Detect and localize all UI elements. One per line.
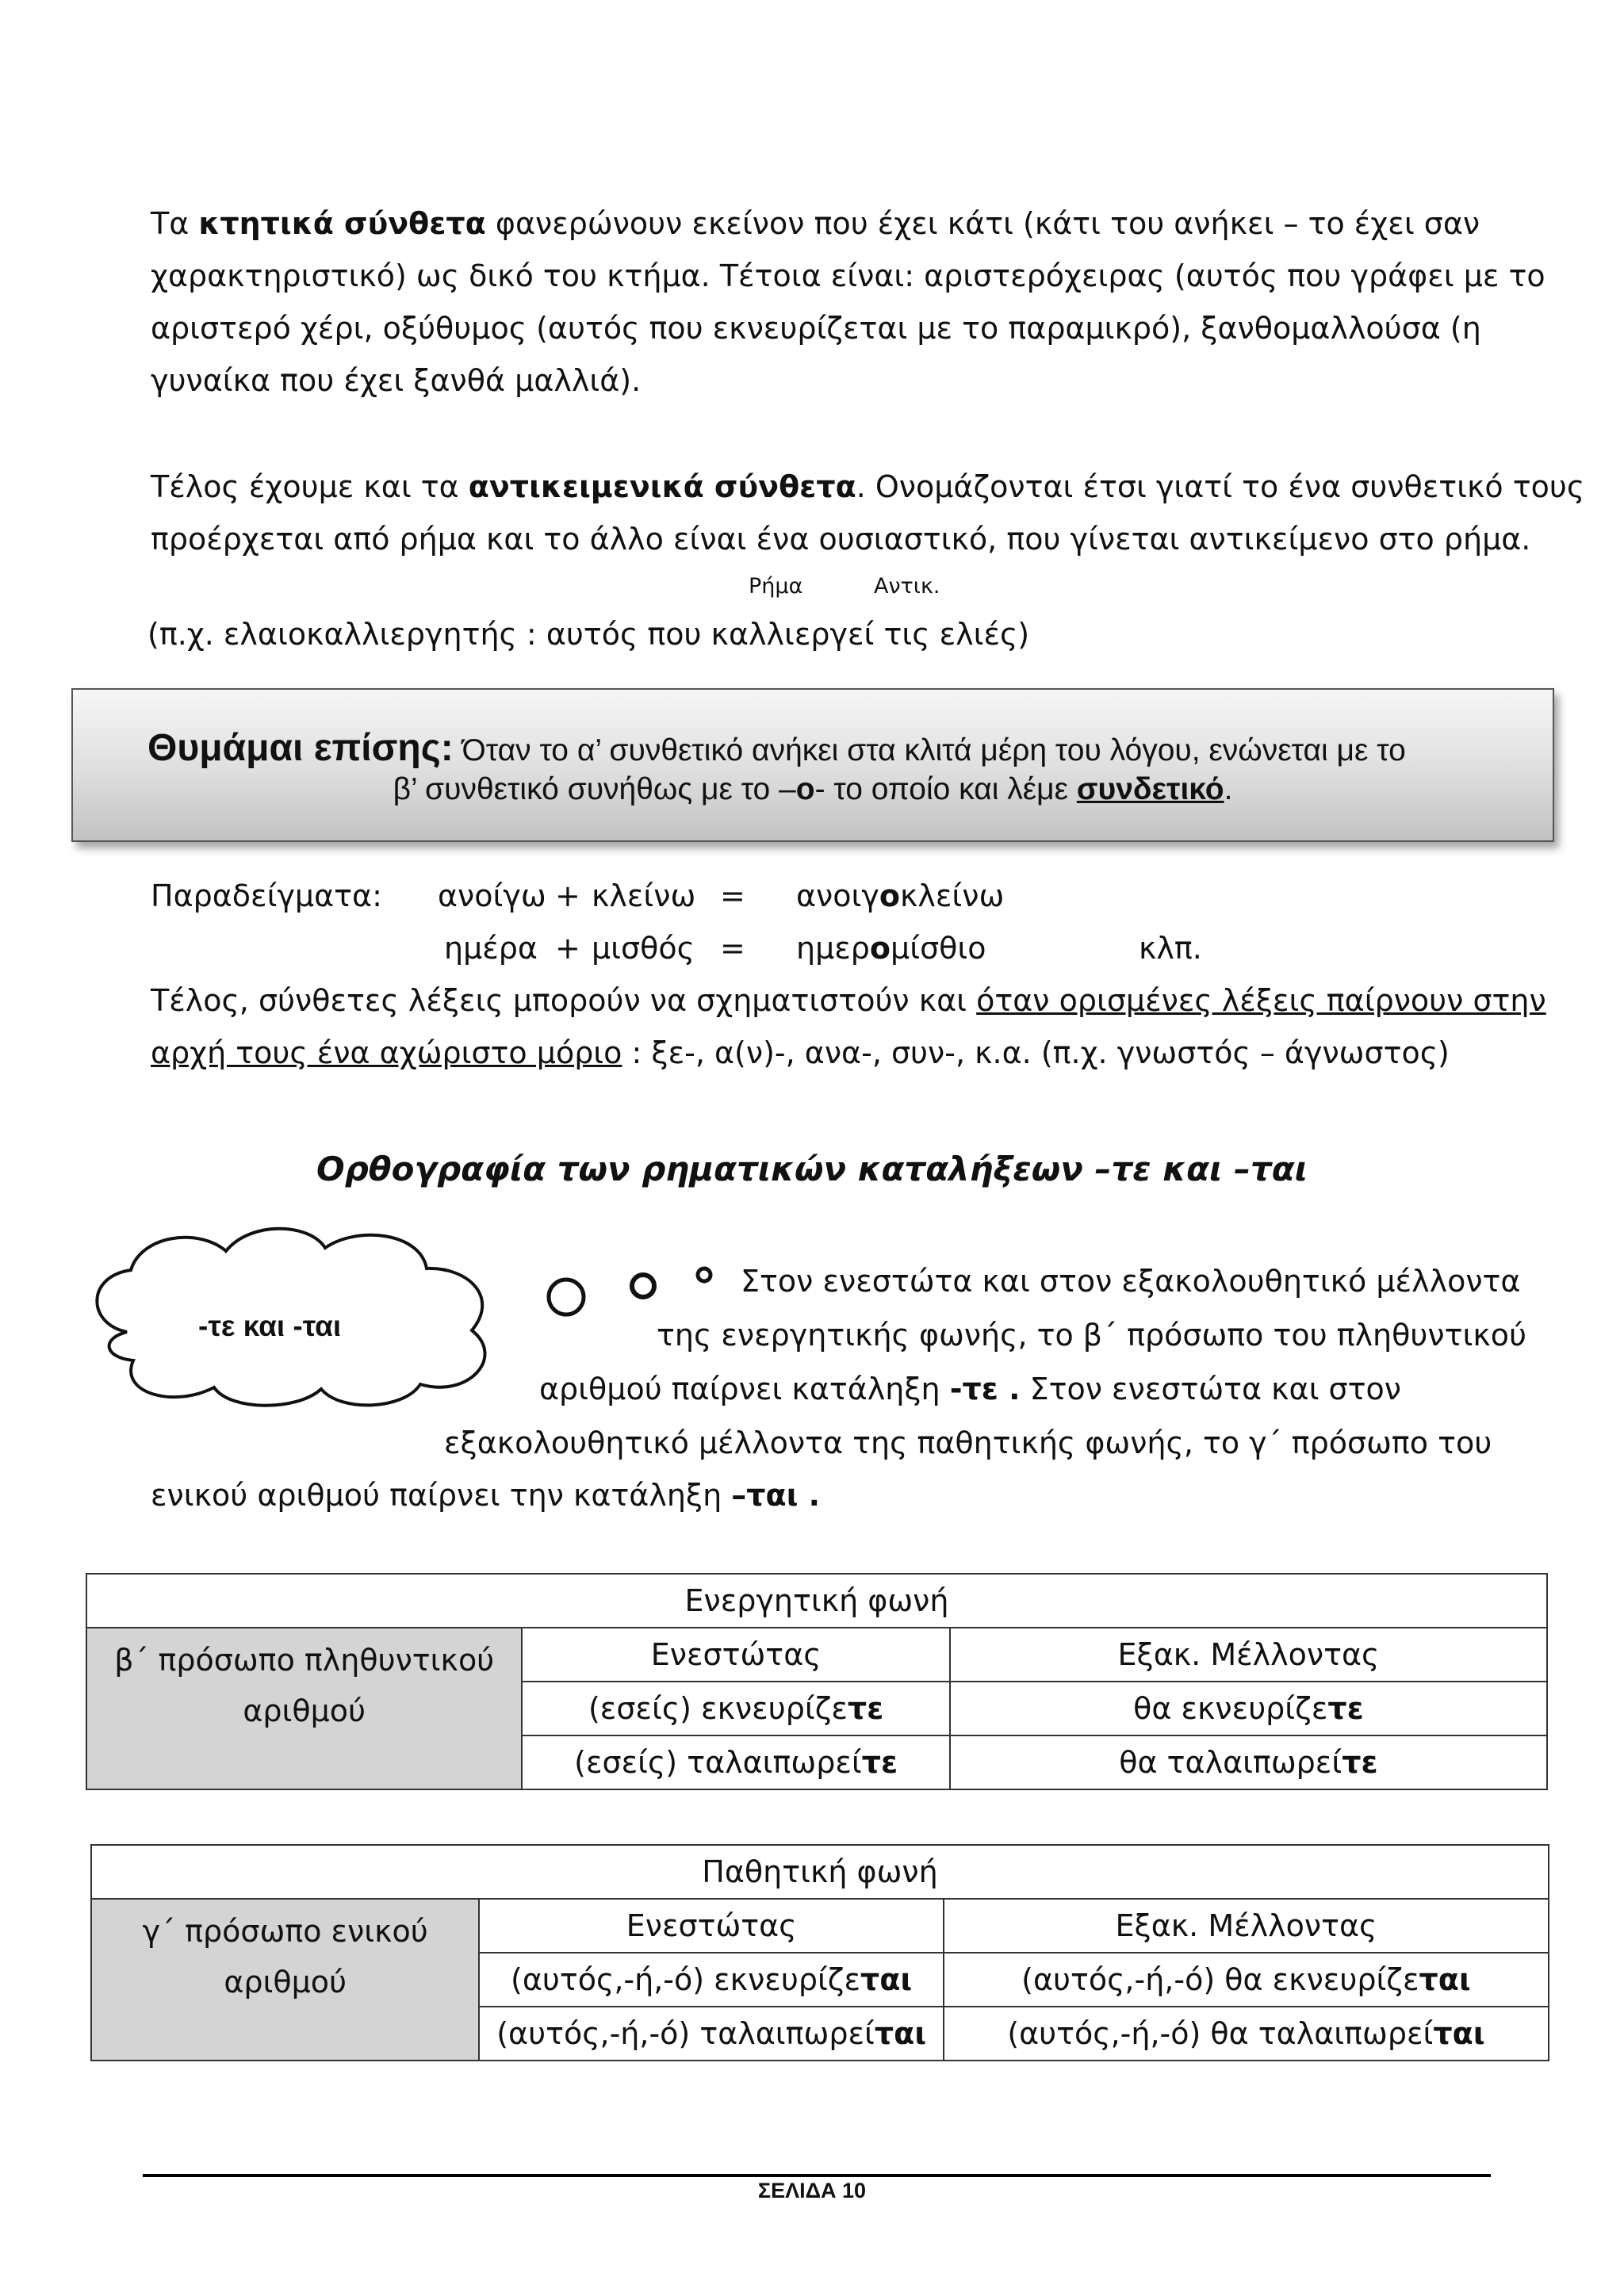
rule-line-2: της ενεργητικής φωνής, το β΄ πρόσωπο του πληθυντικού <box>657 1318 1526 1353</box>
text: θα ταλαιπωρεί <box>1119 1745 1342 1780</box>
equals-sign: = <box>720 931 745 966</box>
para-3-line-2 <box>151 1034 1450 1072</box>
text: Όταν το α’ συνθετικό ανήκει στα κλιτά μέρη του λόγου, ενώνεται με το <box>453 733 1406 767</box>
text: (εσείς) ταλαιπωρεί <box>574 1745 862 1780</box>
rule-line-3 <box>539 1370 1401 1408</box>
plus-sign: + <box>555 931 580 966</box>
column-header-future: Εξακ. Μέλλοντας <box>950 1628 1547 1682</box>
text: ενικού αριθμού παίρνει την κατάληξη <box>151 1478 732 1513</box>
connective-o: ο <box>795 772 815 806</box>
rule-line-5 <box>151 1476 820 1514</box>
table-cell <box>479 1953 943 2007</box>
reminder-box <box>71 688 1554 842</box>
column-header-future: Εξακ. Μέλλοντας <box>944 1899 1549 1953</box>
underlined-text: όταν ορισμένες λέξεις παίρνουν στην <box>976 983 1546 1018</box>
etc-label: κλπ. <box>1139 931 1202 966</box>
example-word-2: μισθός <box>592 931 695 966</box>
table-cell <box>522 1682 949 1735</box>
row-header-line: γ΄ πρόσωπο ενικού <box>142 1914 428 1949</box>
example-result <box>796 929 986 967</box>
example-word-1: ανοίγω <box>438 878 546 913</box>
text: (εσείς) εκνευρίζε <box>588 1691 848 1726</box>
row-header-line: αριθμού <box>243 1693 366 1728</box>
ending: ται <box>1433 2016 1485 2051</box>
row-header <box>91 1899 479 2061</box>
active-voice-table <box>86 1573 1548 1790</box>
text: ημερ <box>796 931 870 966</box>
ending: ται <box>1419 1962 1471 1997</box>
table-cell <box>522 1735 949 1789</box>
term-objective-compounds: αντικειμενικά σύνθετα <box>468 469 856 504</box>
ending-te: -τε . <box>949 1372 1021 1406</box>
table-cell <box>479 2007 943 2061</box>
text: Στον ενεστώτα και στον <box>1020 1372 1401 1406</box>
text: μίσθιο <box>891 931 986 966</box>
ending: τε <box>1342 1745 1378 1780</box>
plus-sign: + <box>555 878 580 913</box>
reminder-colon: : <box>440 727 454 769</box>
cloud-text: -τε και -ται <box>198 1310 342 1342</box>
example-line: (π.χ. ελαιοκαλλιεργητής : αυτός που καλλιεργεί τις ελιές) <box>147 617 1030 652</box>
ending-tai: –ται . <box>731 1478 821 1513</box>
text: (αυτός,-ή,-ό) εκνευρίζε <box>511 1962 861 1997</box>
column-header-present: Ενεστώτας <box>479 1899 943 1953</box>
text: αριθμού παίρνει κατάληξη <box>539 1372 950 1406</box>
equals-sign: = <box>720 878 745 913</box>
text: ανοιγ <box>796 878 879 913</box>
text: κλείνω <box>899 878 1005 913</box>
row-header-line: αριθμού <box>224 1965 347 1999</box>
table-cell <box>944 1953 1549 2007</box>
row-header <box>86 1628 522 1789</box>
text: β’ συνθετικό συνήθως με το – <box>393 772 796 806</box>
underlined-text: αρχή τους ένα αχώριστο μόριο <box>151 1035 622 1070</box>
example-word-2: κλείνω <box>592 878 696 913</box>
example-word-1: ημέρα <box>444 931 538 966</box>
table-title: Παθητική φωνή <box>91 1845 1549 1899</box>
page-number: ΣΕΛΙΔΑ 10 <box>757 2179 867 2202</box>
rule-line-1: Στον ενεστώτα και στον εξακολουθητικό μέλλοντα <box>741 1264 1521 1299</box>
term-possessive-compounds: κτητικά σύνθετα <box>198 206 486 241</box>
text: (αυτός,-ή,-ό) θα ταλαιπωρεί <box>1007 2016 1434 2051</box>
thought-bubbles-icon <box>539 1249 730 1321</box>
ending: ται <box>860 1962 913 1997</box>
text: Τέλος, σύνθετες λέξεις μπορούν να σχηματιστούν και <box>151 983 977 1018</box>
ending: τε <box>847 1691 884 1726</box>
para-2-line-1 <box>151 468 1584 506</box>
ending: ται <box>874 2016 927 2051</box>
text: - το οποίο και λέμε <box>814 772 1077 806</box>
para-2-line-2: προέρχεται από ρήμα και το άλλο είναι ένα ουσιαστικό, που γίνεται αντικείμενο στο ρήμα. <box>151 522 1531 557</box>
annotation-object: Αντικ. <box>874 574 940 599</box>
text: φανερώνουν εκείνον που έχει κάτι (κάτι του ανήκει – το έχει σαν <box>485 206 1480 241</box>
para-3-line-1 <box>151 982 1546 1020</box>
table-cell <box>950 1682 1547 1735</box>
connective-o: ο <box>869 931 891 966</box>
para-1-line-3: αριστερό χέρι, οξύθυμος (αυτός που εκνευρίζεται με το παραμικρό), ξανθομαλλούσα (η <box>151 311 1481 346</box>
text: : ξε-, α(ν)-, ανα-, συν-, κ.α. (π.χ. γνωστός – άγνωστος) <box>622 1035 1450 1070</box>
connective-o: ο <box>879 878 900 913</box>
section-heading: Ορθογραφία των ρηματικών καταλήξεων –τε και –ται <box>316 1150 1308 1188</box>
column-header-present: Ενεστώτας <box>522 1628 949 1682</box>
row-header-line: β΄ πρόσωπο πληθυντικού <box>114 1643 495 1678</box>
para-1-line-2: χαρακτηριστικό) ως δικό του κτήμα. Τέτοια είναι: αριστερόχειρας (αυτός που γράφει με το <box>151 258 1545 293</box>
para-1-line-1 <box>151 205 1480 243</box>
table-cell <box>950 1735 1547 1789</box>
text: (αυτός,-ή,-ό) θα εκνευρίζε <box>1021 1962 1419 1997</box>
ending: τε <box>861 1745 898 1780</box>
text: Τέλος έχουμε και τα <box>151 469 469 504</box>
text: Τα <box>151 206 199 241</box>
footer-rule <box>143 2174 1491 2177</box>
reminder-line-1 <box>147 726 1406 770</box>
ending: τε <box>1327 1691 1364 1726</box>
annotation-verb: Ρήμα <box>749 574 803 599</box>
passive-voice-table <box>90 1844 1549 2061</box>
text: θα εκνευρίζε <box>1133 1691 1328 1726</box>
table-cell <box>944 2007 1549 2061</box>
text: . Ονομάζονται έτσι γιατί το ένα συνθετικό τους <box>856 469 1585 504</box>
example-result <box>796 877 1004 915</box>
table-title: Ενεργητική φωνή <box>86 1574 1547 1628</box>
rule-line-4: εξακολουθητικό μέλλοντα της παθητικής φωνής, το γ΄ πρόσωπο του <box>444 1425 1492 1460</box>
reminder-title: Θυμάμαι επίσης <box>147 727 441 769</box>
para-1-line-4: γυναίκα που έχει ξανθά μαλλιά). <box>151 363 642 398</box>
text: . <box>1224 772 1233 806</box>
reminder-line-2 <box>73 772 1553 807</box>
term-connective: συνδετικό <box>1076 772 1224 806</box>
examples-label: Παραδείγματα: <box>151 878 382 913</box>
text: (αυτός,-ή,-ό) ταλαιπωρεί <box>496 2016 875 2051</box>
